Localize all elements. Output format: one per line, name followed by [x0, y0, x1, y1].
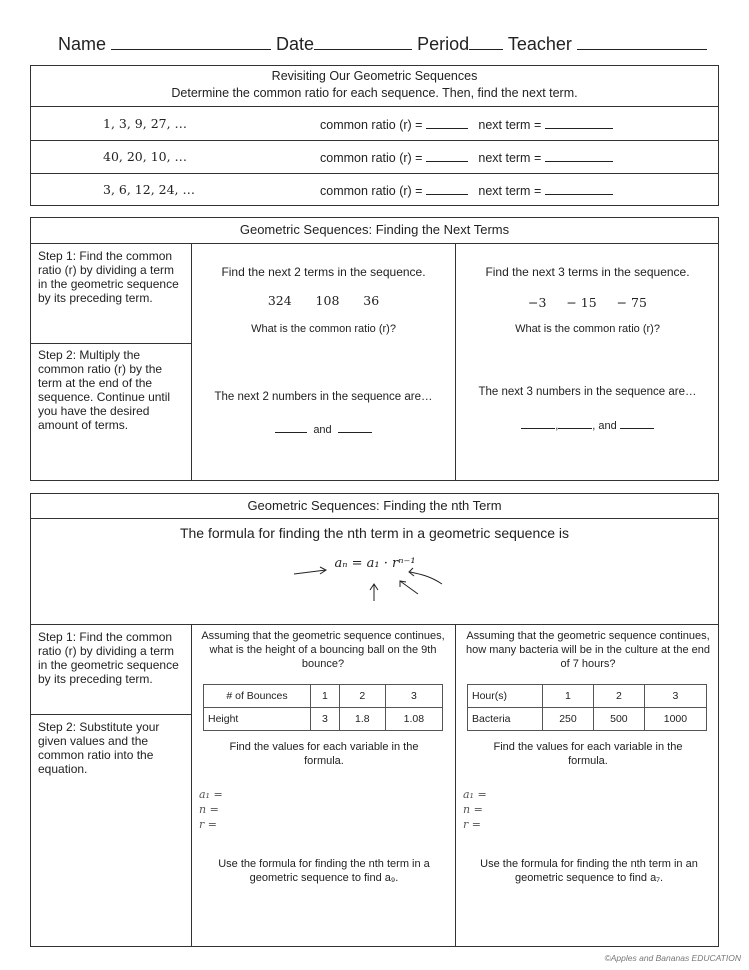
next-term-label: next term = — [478, 184, 542, 198]
next-term-answer-3[interactable] — [545, 182, 613, 195]
table-cell: Bacteria — [468, 708, 543, 731]
next2-answers — [192, 420, 455, 436]
name-field[interactable] — [111, 37, 271, 50]
next3-terms — [456, 295, 719, 310]
next-term-answer-1[interactable] — [545, 116, 613, 129]
table-row — [468, 708, 707, 731]
next-term-label: next term = — [478, 151, 542, 165]
nth-term-formula: aₙ = a₁ · rⁿ⁻¹ — [334, 556, 416, 571]
next-term-label: next term = — [478, 118, 542, 132]
arrow-to-r-icon — [400, 581, 418, 594]
bacteria-table — [467, 684, 707, 731]
section2-step1: Step 1: Find the common ratio (r) by dividing a term in the geometric sequence by its preceding term. — [38, 249, 179, 305]
section2-title: Geometric Sequences: Finding the Next Terms — [239, 222, 510, 237]
ratio-row-3 — [320, 182, 613, 198]
table-cell: 3 — [385, 685, 442, 708]
table-cell: # of Bounces — [204, 685, 311, 708]
date-label: Date — [276, 34, 315, 54]
comma-text: , — [555, 420, 559, 432]
table-cell: 2 — [593, 685, 644, 708]
next2-answer-2[interactable] — [338, 420, 372, 433]
sequence-3: 3, 6, 12, 24, … — [103, 182, 196, 197]
ball-find-values: Find the values for each variable in the formula. — [229, 741, 419, 767]
next3-answer-3[interactable] — [620, 416, 654, 429]
table-cell: 2 — [339, 685, 385, 708]
table-cell: Height — [204, 708, 311, 731]
table-row — [468, 685, 707, 708]
common-ratio-answer-3[interactable] — [426, 182, 468, 195]
ball-problem: Assuming that the geometric sequence continues, what is the height of a bouncing ball on the 9th bounce? — [201, 630, 445, 670]
common-ratio-answer-2[interactable] — [426, 149, 468, 162]
teacher-field[interactable] — [577, 37, 707, 50]
section2-step2: Step 2: Multiply the common ratio (r) by the term at the end of the sequence. Continue until you have the desired amount of terms. — [38, 348, 171, 432]
table-cell: 1 — [543, 685, 594, 708]
next-term-answer-2[interactable] — [545, 149, 613, 162]
ratio-row-1 — [320, 116, 613, 132]
next3-prompt: Find the next 3 terms in the sequence. — [485, 265, 690, 279]
arrow-to-exponent-icon — [410, 572, 442, 584]
next2-terms — [192, 293, 455, 308]
period-field[interactable] — [469, 37, 503, 50]
var-r[interactable]: r = — [463, 818, 481, 831]
table-cell: 500 — [593, 708, 644, 731]
ball-variables — [199, 787, 223, 832]
next2-question: What is the common ratio (r)? — [251, 323, 396, 335]
table-cell: 1000 — [644, 708, 706, 731]
next2-prompt: Find the next 2 terms in the sequence. — [221, 265, 426, 279]
var-a1[interactable]: a₁ = — [463, 788, 487, 801]
name-label: Name — [58, 34, 107, 54]
section3-step1: Step 1: Find the common ratio (r) by dividing a term in the geometric sequence by its preceding term. — [38, 630, 179, 686]
common-ratio-answer-1[interactable] — [426, 116, 468, 129]
bacteria-problem: Assuming that the geometric sequence continues, how many bacteria will be in the culture at the end of 7 hours? — [466, 630, 710, 670]
table-cell: 1.08 — [385, 708, 442, 731]
formula-intro: The formula for finding the nth term in a geometric sequence is — [179, 525, 570, 541]
var-n[interactable]: n = — [463, 803, 483, 816]
footer-credit: ©Apples and Bananas EDUCATION — [604, 953, 741, 963]
table-cell: 1 — [311, 685, 340, 708]
common-ratio-label: common ratio (r) = — [320, 184, 423, 198]
table-row — [204, 708, 443, 731]
next2-term: 36 — [363, 293, 380, 308]
next3-term: −3 — [528, 295, 547, 310]
section3-step2: Step 2: Substitute your given values and the common ratio into the equation. — [38, 720, 160, 776]
next3-answer-2[interactable] — [558, 416, 592, 429]
ratio-row-2 — [320, 149, 613, 165]
table-cell: 250 — [543, 708, 594, 731]
ball-use-formula: Use the formula for finding the nth term in a geometric sequence to find a₉. — [218, 858, 430, 884]
next2-term: 324 — [267, 293, 292, 308]
table-cell: 3 — [644, 685, 706, 708]
bacteria-use-formula: Use the formula for finding the nth term in an geometric sequence to find a₇. — [480, 858, 698, 884]
bacteria-variables — [463, 787, 487, 832]
next3-term: − 15 — [566, 295, 597, 310]
date-field[interactable] — [314, 37, 412, 50]
bacteria-find-values: Find the values for each variable in the formula. — [493, 741, 683, 767]
section1-title: Revisiting Our Geometric Sequences — [271, 69, 478, 83]
next3-label: The next 3 numbers in the sequence are… — [478, 386, 697, 398]
next3-answers — [456, 416, 719, 432]
sequence-1: 1, 3, 9, 27, … — [103, 116, 188, 131]
table-cell: 3 — [311, 708, 340, 731]
var-a1[interactable]: a₁ = — [199, 788, 223, 801]
next3-answer-1[interactable] — [521, 416, 555, 429]
table-row — [204, 685, 443, 708]
next2-term: 108 — [315, 293, 340, 308]
table-cell: Hour(s) — [468, 685, 543, 708]
var-n[interactable]: n = — [199, 803, 219, 816]
table-cell: 1.8 — [339, 708, 385, 731]
ball-table — [203, 684, 443, 731]
next3-term: − 75 — [616, 295, 647, 310]
next3-question: What is the common ratio (r)? — [515, 323, 660, 335]
var-r[interactable]: r = — [199, 818, 217, 831]
next2-answer-1[interactable] — [275, 420, 307, 433]
comma-and-text: , and — [592, 420, 617, 432]
worksheet-header — [58, 34, 707, 55]
section1-instructions: Determine the common ratio for each sequence. Then, find the next term. — [171, 86, 578, 100]
next2-label: The next 2 numbers in the sequence are… — [214, 391, 433, 403]
sequence-2: 40, 20, 10, … — [103, 149, 188, 164]
period-label: Period — [417, 34, 470, 54]
section3-title: Geometric Sequences: Finding the nth Term — [247, 498, 502, 513]
common-ratio-label: common ratio (r) = — [320, 118, 423, 132]
common-ratio-label: common ratio (r) = — [320, 151, 423, 165]
teacher-label: Teacher — [507, 34, 572, 54]
and-text: and — [313, 424, 332, 436]
